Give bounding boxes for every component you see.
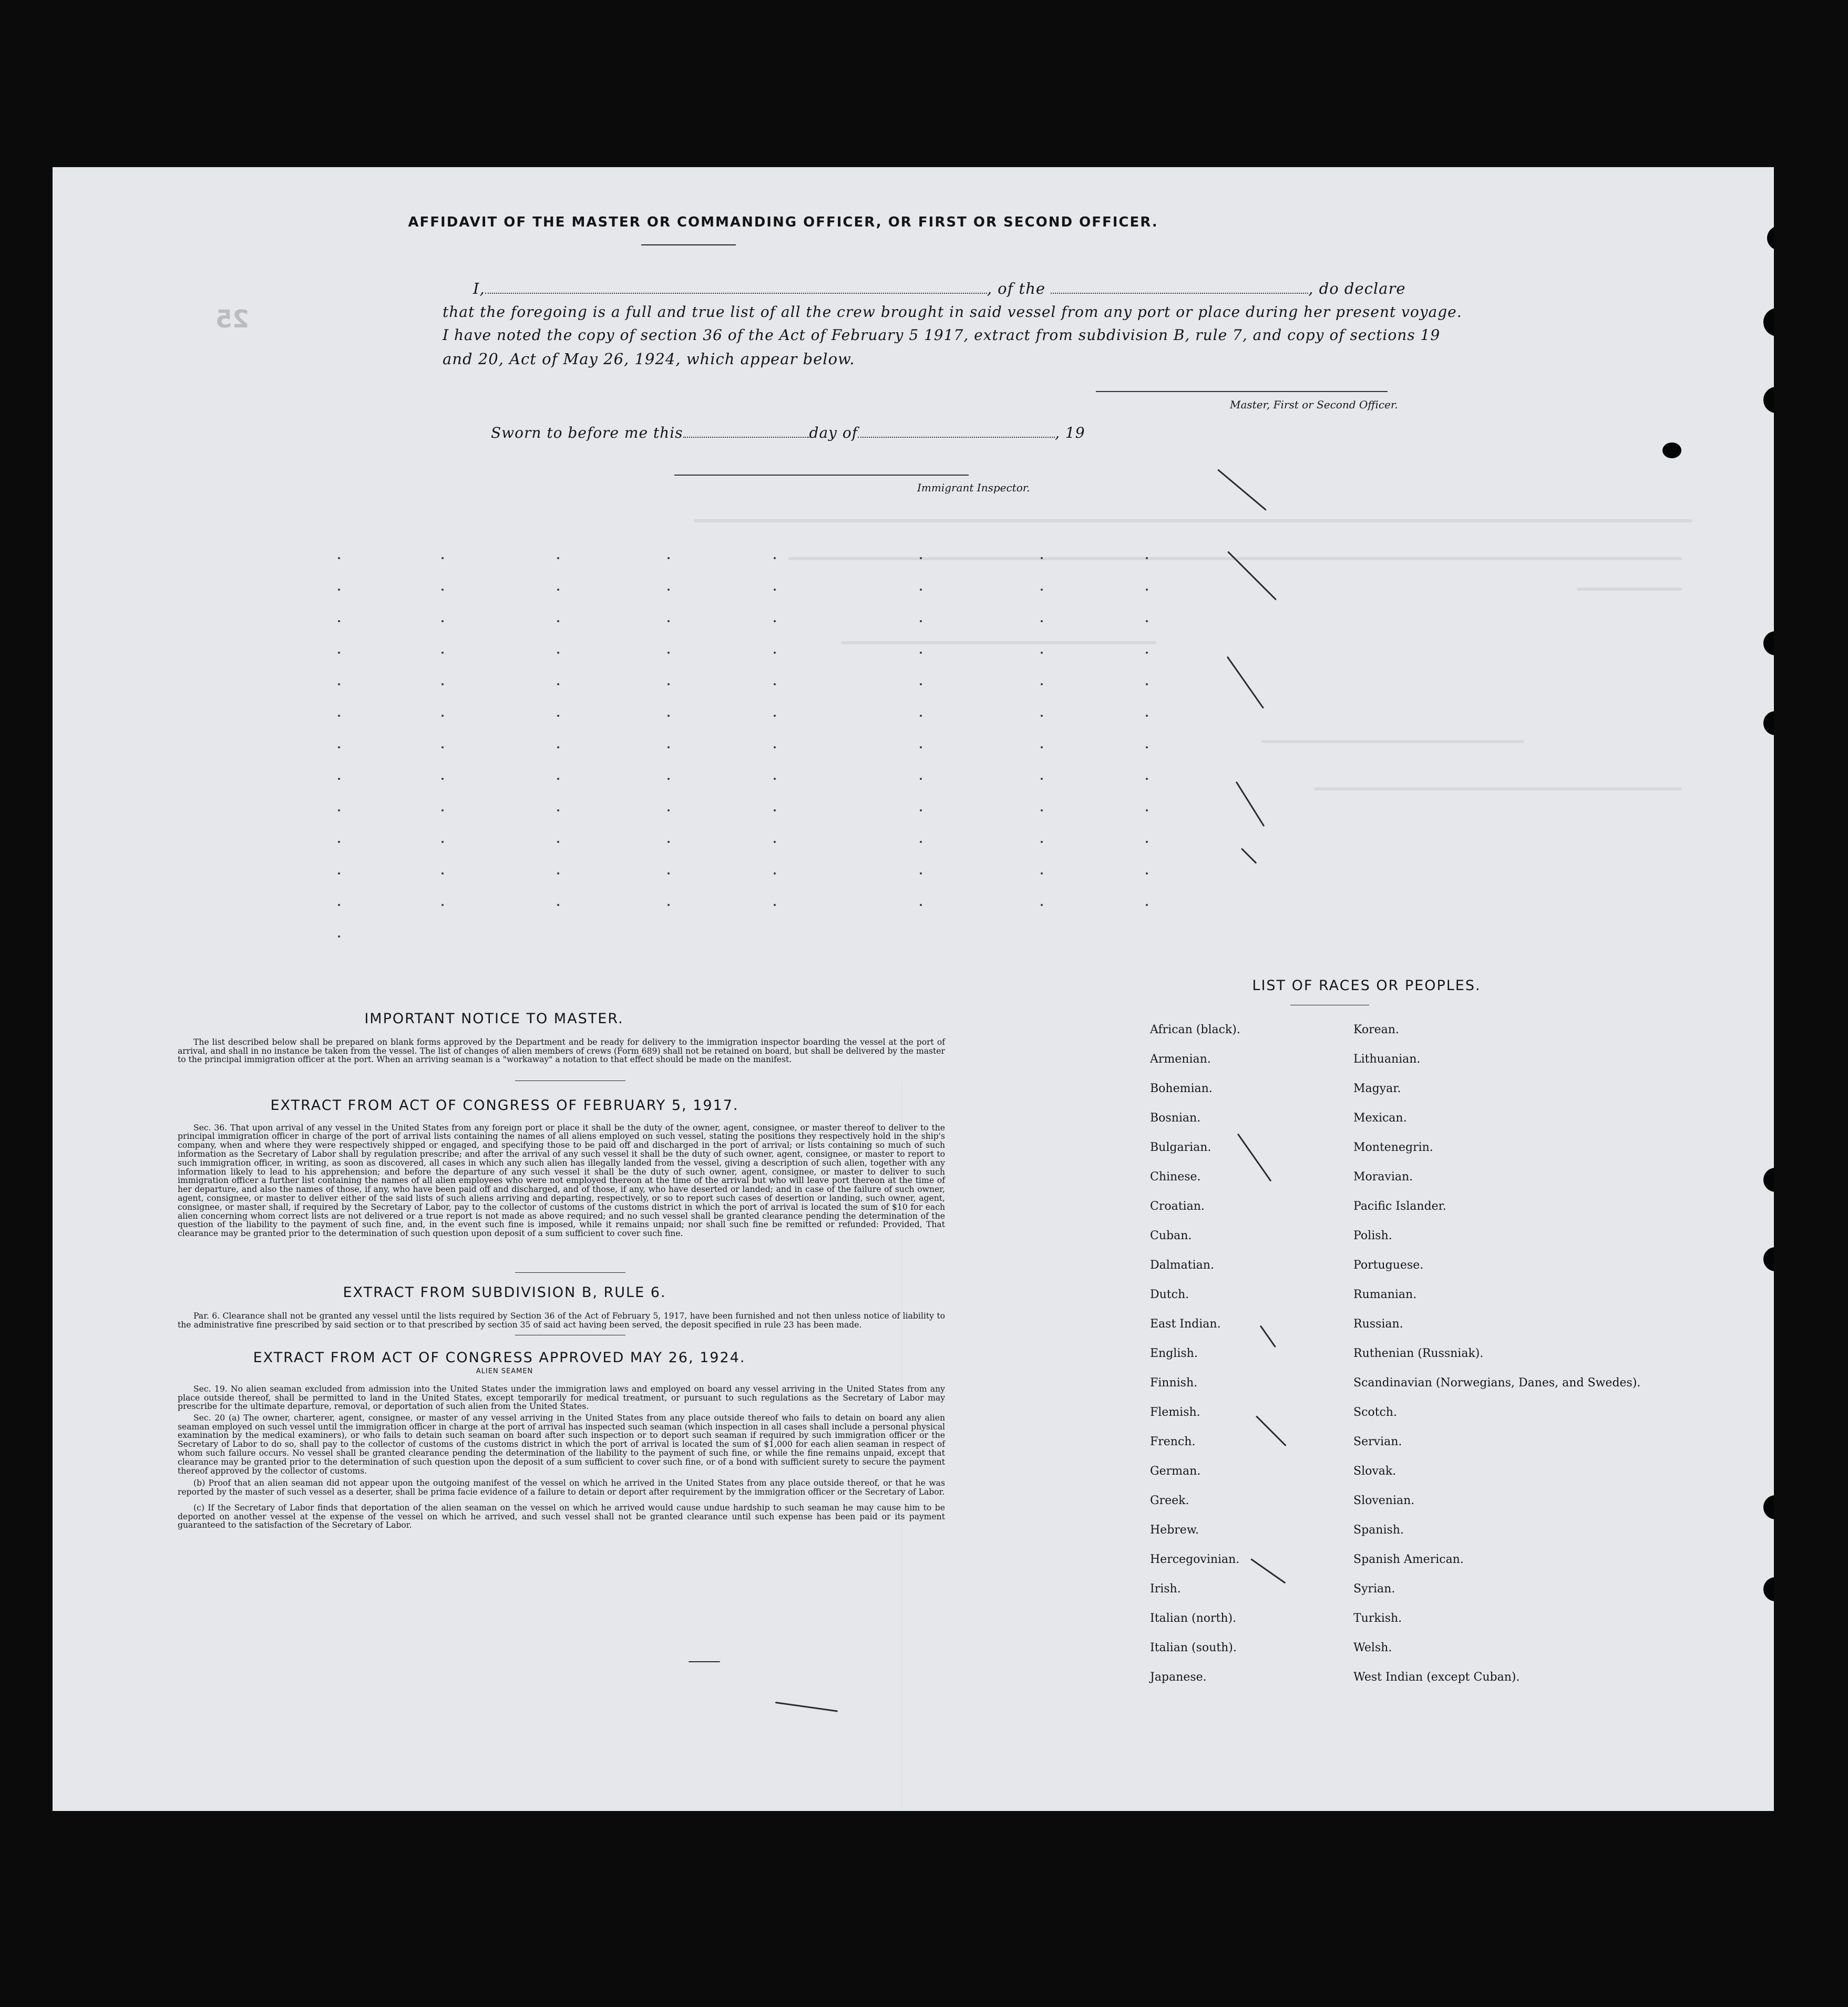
punch-hole xyxy=(1763,1495,1774,1519)
race-item: Polish. xyxy=(1353,1229,1392,1242)
guide-dot xyxy=(557,652,559,654)
guide-dot xyxy=(668,841,670,843)
bleed-through-row xyxy=(1577,588,1682,591)
guide-dot xyxy=(920,809,922,811)
guide-dot xyxy=(557,841,559,843)
guide-dot xyxy=(920,715,922,717)
race-item: Pacific Islander. xyxy=(1353,1200,1446,1213)
affidavit-line-4: and 20, Act of May 26, 1924, which appear below. xyxy=(443,350,855,368)
guide-dot xyxy=(1041,904,1043,906)
guide-dot xyxy=(557,746,559,748)
guide-dot xyxy=(1146,683,1148,685)
race-item: Greek. xyxy=(1150,1494,1189,1507)
affidavit-line-1 xyxy=(473,280,1456,297)
race-item: Montenegrin. xyxy=(1353,1141,1433,1154)
guide-dot xyxy=(774,746,776,748)
year-prefix: , 19 xyxy=(1055,424,1085,441)
race-item: English. xyxy=(1150,1347,1198,1360)
guide-dot xyxy=(920,589,922,591)
guide-dot xyxy=(1041,683,1043,685)
day-of-text: day of xyxy=(809,424,858,441)
guide-dot xyxy=(338,872,340,874)
race-item: Spanish. xyxy=(1353,1524,1404,1537)
guide-dot xyxy=(774,809,776,811)
guide-dot xyxy=(557,778,559,780)
guide-dot xyxy=(668,809,670,811)
punch-hole xyxy=(1763,308,1774,336)
pen-mark xyxy=(1260,1325,1276,1348)
guide-dot xyxy=(1146,746,1148,748)
title-rule xyxy=(641,244,736,245)
race-item: French. xyxy=(1150,1435,1196,1448)
race-item: Italian (north). xyxy=(1150,1612,1237,1625)
guide-dot xyxy=(442,620,444,622)
pen-mark xyxy=(1241,848,1257,863)
punch-hole xyxy=(1763,1247,1774,1271)
guide-dot xyxy=(920,620,922,622)
guide-dot xyxy=(774,872,776,874)
guide-dot xyxy=(338,778,340,780)
race-item: Mexican. xyxy=(1353,1111,1407,1125)
race-item: Armenian. xyxy=(1150,1053,1211,1066)
pen-mark xyxy=(1250,1558,1286,1583)
guide-dot xyxy=(1041,778,1043,780)
pen-mark xyxy=(689,1661,720,1662)
guide-dot xyxy=(920,683,922,685)
pen-mark xyxy=(775,1702,838,1712)
guide-dot xyxy=(338,841,340,843)
guide-dot xyxy=(338,904,340,906)
guide-dot xyxy=(442,778,444,780)
guide-dot xyxy=(1041,620,1043,622)
race-item: Lithuanian. xyxy=(1353,1053,1421,1066)
guide-dot xyxy=(920,557,922,559)
race-item: Chinese. xyxy=(1150,1170,1201,1183)
race-item: Moravian. xyxy=(1353,1170,1413,1183)
guide-dot xyxy=(1041,841,1043,843)
guide-dot xyxy=(1146,904,1148,906)
race-item: Slovenian. xyxy=(1353,1494,1415,1507)
inspector-signature-line xyxy=(674,475,969,476)
guide-dot xyxy=(1041,715,1043,717)
guide-dot xyxy=(338,620,340,622)
races-title: LIST OF RACES OR PEOPLES. xyxy=(1252,977,1481,994)
guide-dot xyxy=(442,841,444,843)
punch-hole xyxy=(1763,387,1774,413)
guide-dot xyxy=(668,904,670,906)
guide-dot xyxy=(1146,872,1148,874)
guide-dot xyxy=(1146,841,1148,843)
guide-dot xyxy=(442,652,444,654)
guide-dot xyxy=(774,620,776,622)
race-item: West Indian (except Cuban). xyxy=(1353,1671,1520,1684)
guide-dot xyxy=(557,715,559,717)
guide-dot xyxy=(442,715,444,717)
guide-dot xyxy=(774,683,776,685)
guide-dot xyxy=(338,683,340,685)
guide-dot xyxy=(668,746,670,748)
alien-seamen-heading: ALIEN SEAMEN xyxy=(476,1367,533,1375)
race-item: Japanese. xyxy=(1150,1671,1207,1684)
race-item: Servian. xyxy=(1353,1435,1402,1448)
subdivision-title: EXTRACT FROM SUBDIVISION B, RULE 6. xyxy=(343,1284,666,1301)
extract-1917-body: Sec. 36. That upon arrival of any vessel in the United States from any foreign port or place it shall be the duty of the owner, agent, consignee, or master thereof to deliver to the principal immigration officer in charge of the port of arrival lists containing the names of all aliens employed on such vessel, stating the positions they respectively hold in the ship's company, when and where they were respectively shipped or engaged, and specifying those to be paid off and discharged in the port of arrival; or lists containing so much of such information as the Secretary of Labor shall by regulation prescribe; and after the arrival of any such vessel it shall be the duty of such owner, agent, consignee, or master to report to such immigration officer, in writing, as soon as discovered, all cases in which any such alien has illegally landed from the vessel, giving a description of such alien, together with any information likely to lead to his apprehension; and before the departure of any such vessel it shall be the duty of such owner, agent, consignee, or master to deliver to such immigration officer a further list containing the names of all alien employees who were not employed thereon at the time of the arrival but who will leave port thereon at the time of her departure, and also the names of those, if any, who have been paid off and discharged, and of those, if any, who have deserted or landed; and in case of the failure of such owner, agent, consignee, or master to deliver either of the said lists of such aliens arriving and departing, respectively, or so to report such cases of desertion or landing, such owner, agent, consignee, or master shall, if required by the Secretary of Labor, pay to the collector of customs of the customs district in which the port of arrival is located the sum of $10 for each alien concerning whom correct lists are not delivered or a true report is not made as above required; and no such vessel shall be granted clearance pending the determination of the question of the liability to the payment of such fine, and, in the event such fine is imposed, while it remains unpaid; nor shall such fine be remitted or refunded: Provided, That clearance may be granted prior to the determination of such question upon deposit of a sum sufficient to cover such fine. xyxy=(178,1123,945,1239)
guide-dot xyxy=(920,904,922,906)
punch-hole xyxy=(1763,1168,1774,1192)
guide-dot xyxy=(1041,746,1043,748)
race-item: Scotch. xyxy=(1353,1406,1397,1419)
declarant-prefix: I, xyxy=(473,280,485,297)
guide-dot xyxy=(1041,652,1043,654)
bleed-through-row xyxy=(1261,740,1524,743)
race-item: African (black). xyxy=(1150,1023,1240,1036)
guide-dot xyxy=(1041,589,1043,591)
guide-dot xyxy=(920,746,922,748)
race-item: Cuban. xyxy=(1150,1229,1192,1242)
guide-dot xyxy=(557,809,559,811)
guide-dot xyxy=(668,683,670,685)
race-item: German. xyxy=(1150,1465,1201,1478)
guide-dot xyxy=(442,809,444,811)
guide-dot xyxy=(557,904,559,906)
race-item: Rumanian. xyxy=(1353,1288,1417,1301)
punch-hole xyxy=(1767,226,1774,250)
race-item: Slovak. xyxy=(1353,1465,1397,1478)
guide-dot xyxy=(557,872,559,874)
guide-dot xyxy=(920,841,922,843)
notice-title: IMPORTANT NOTICE TO MASTER. xyxy=(364,1011,624,1027)
guide-dot xyxy=(668,557,670,559)
sworn-month-blank xyxy=(858,435,1055,438)
guide-dot xyxy=(338,589,340,591)
section-20c-body: (c) If the Secretary of Labor finds that deportation of the alien seaman on the vessel on which he arrived would cause undue hardship to such seaman he may cause him to be deported on another vessel at the expense of the vessel on which he arrived, and such vessel shall not be granted clearance until such expense has been paid or its payment guaranteed to the satisfaction of the Secretary of Labor. xyxy=(178,1502,945,1530)
race-item: Italian (south). xyxy=(1150,1641,1237,1654)
race-item: Magyar. xyxy=(1353,1082,1401,1095)
guide-dot xyxy=(668,589,670,591)
master-signature-line xyxy=(1096,391,1388,392)
vessel-name-blank xyxy=(1051,291,1308,294)
guide-dot xyxy=(1146,620,1148,622)
race-item: Bulgarian. xyxy=(1150,1141,1212,1154)
race-item: Turkish. xyxy=(1353,1612,1402,1625)
races-list-left xyxy=(1150,1024,1240,1701)
race-item: Russian. xyxy=(1353,1318,1403,1331)
guide-dot xyxy=(338,746,340,748)
of-the-text: , of the xyxy=(987,280,1046,297)
punch-hole xyxy=(1763,631,1774,655)
guide-dot xyxy=(1041,809,1043,811)
guide-dot xyxy=(1041,557,1043,559)
guide-dot xyxy=(338,809,340,811)
guide-dot xyxy=(774,557,776,559)
race-item: East Indian. xyxy=(1150,1318,1221,1331)
notice-body: The list described below shall be prepared on blank forms approved by the Department and be ready for delivery to the immigration inspector boarding the vessel at the port of arrival, and shall in no instance be taken from the vessel. The list of changes of alien members of crews (Form 689) shall not be retained on board, but shall be delivered by the master to the principal immigration officer at the port. When an arriving seaman is a "workaway" a notation to that effect should be made on the manifest. xyxy=(178,1037,945,1065)
affidavit-line-3: I have noted the copy of section 36 of the Act of February 5 1917, extract from subdivision B, rule 7, and copy of sections 19 xyxy=(443,326,1441,344)
races-list-right xyxy=(1353,1024,1640,1701)
section-divider xyxy=(515,1272,625,1273)
section-19-body: Sec. 19. No alien seaman excluded from admission into the United States under the immigration laws and employed on board any vessel arriving in the United States from any place outside thereof, shall be permitted to land in the United States, except temporarily for medical treatment, or pursuant to such regulations as the Secretary of Labor may prescribe for the ultimate departure, removal, or deportation of such alien from the United States. xyxy=(178,1384,945,1412)
guide-dot xyxy=(1041,872,1043,874)
extract-1917-title: EXTRACT FROM ACT OF CONGRESS OF FEBRUARY 5, 1917. xyxy=(270,1097,739,1114)
guide-dot xyxy=(557,683,559,685)
guide-dot xyxy=(920,652,922,654)
punch-hole xyxy=(1763,1577,1774,1601)
race-item: Korean. xyxy=(1353,1023,1399,1036)
pen-mark xyxy=(1256,1415,1287,1446)
race-item: Syrian. xyxy=(1353,1582,1395,1596)
guide-dot xyxy=(442,746,444,748)
guide-dot xyxy=(774,841,776,843)
guide-dot xyxy=(668,778,670,780)
guide-dot xyxy=(668,652,670,654)
guide-dot xyxy=(338,935,340,938)
race-item: Hercegovinian. xyxy=(1150,1553,1240,1566)
guide-dot xyxy=(1146,557,1148,559)
race-item: Scandinavian (Norwegians, Danes, and Swedes). xyxy=(1353,1376,1641,1390)
affidavit-title: AFFIDAVIT OF THE MASTER OR COMMANDING OFFICER, OR FIRST OR SECOND OFFICER. xyxy=(408,214,1158,230)
section-20b-body: (b) Proof that an alien seaman did not appear upon the outgoing manifest of the vessel on which he arrived in the United States from any place outside thereof, or that he was reported by the master of such vessel as a deserter, shall be prima facie evidence of a failure to detain or deport after requirement by the immigration officer or the Secretary of Labor. xyxy=(178,1478,945,1497)
inspector-signature-caption: Immigrant Inspector. xyxy=(917,481,1030,494)
bleed-through-number: 25 xyxy=(215,305,250,333)
guide-dot xyxy=(1146,778,1148,780)
sworn-line xyxy=(491,424,1085,441)
subdivision-body: Par. 6. Clearance shall not be granted any vessel until the lists required by Section 36 of the Act of February 5, 1917, have been furnished and not then unless notice of liability to the administrative fine prescribed by said section or to that prescribed by section 35 of said act having been served, the deposit specified in rule 23 has been made. xyxy=(178,1311,945,1330)
guide-dot xyxy=(774,778,776,780)
pen-mark xyxy=(1236,781,1265,827)
race-item: Dutch. xyxy=(1150,1288,1189,1301)
race-item: Welsh. xyxy=(1353,1641,1392,1654)
declare-text: , do declare xyxy=(1308,280,1406,297)
section-20a-body: Sec. 20 (a) The owner, charterer, agent, consignee, or master of any vessel arriving in the United States from any place outside thereof who fails to detain on board any alien seaman employed on such vessel until the immigration officer in charge at the port of arrival has inspected such seaman (which inspection in all cases shall include a personal physical examination by the medical examiners), or who fails to detain such seaman on board after such inspection or to deport such seaman if required by such immigration officer or the Secretary of Labor to do so, shall pay to the collector of customs of the customs district in which the port of arrival is located the sum of $1,000 for each alien seaman in respect of whom such failure occurs. No vessel shall be granted clearance pending the determination of the liability to the payment of such fine, or while the fine remains unpaid, except that clearance may be granted prior to the determination of such question upon the deposit of a sum sufficient to cover such fine, or of a bond with sufficient surety to secure the payment thereof approved by the collector of customs. xyxy=(178,1413,945,1476)
sworn-day-blank xyxy=(683,435,809,438)
guide-dot xyxy=(920,778,922,780)
race-item: Hebrew. xyxy=(1150,1524,1199,1537)
section-divider xyxy=(515,1080,625,1081)
punch-hole xyxy=(1763,711,1774,735)
race-item: Flemish. xyxy=(1150,1406,1200,1419)
pen-mark xyxy=(1227,656,1264,709)
bleed-through-row xyxy=(841,641,1156,644)
race-item: Spanish American. xyxy=(1353,1553,1464,1566)
declarant-name-blank xyxy=(485,291,987,294)
guide-dot xyxy=(774,652,776,654)
guide-dot xyxy=(442,557,444,559)
guide-dot xyxy=(920,872,922,874)
guide-dot xyxy=(442,683,444,685)
race-item: Dalmatian. xyxy=(1150,1259,1214,1272)
affidavit-line-2: that the foregoing is a full and true list of all the crew brought in said vessel from any port or place during her present voyage. xyxy=(443,303,1462,321)
guide-dot xyxy=(774,904,776,906)
bleed-through-row xyxy=(694,519,1692,522)
race-item: Portuguese. xyxy=(1353,1259,1424,1272)
race-item: Finnish. xyxy=(1150,1376,1198,1390)
guide-dot xyxy=(442,589,444,591)
document-page xyxy=(53,167,1774,1811)
guide-dot xyxy=(668,620,670,622)
sworn-prefix: Sworn to before me this xyxy=(491,424,683,441)
race-item: Croatian. xyxy=(1150,1200,1205,1213)
race-item: Irish. xyxy=(1150,1582,1181,1596)
pen-mark xyxy=(1217,469,1267,510)
race-item: Bosnian. xyxy=(1150,1111,1201,1125)
extract-1924-title: EXTRACT FROM ACT OF CONGRESS APPROVED MAY 26, 1924. xyxy=(253,1350,746,1366)
guide-dot xyxy=(338,652,340,654)
guide-dot xyxy=(557,589,559,591)
master-signature-caption: Master, First or Second Officer. xyxy=(1230,398,1398,411)
guide-dot xyxy=(442,904,444,906)
pen-mark xyxy=(1237,1134,1272,1182)
ink-blot xyxy=(1662,442,1681,458)
guide-dot xyxy=(1146,652,1148,654)
guide-dot xyxy=(774,589,776,591)
guide-dot xyxy=(338,557,340,559)
race-item: Ruthenian (Russniak). xyxy=(1353,1347,1484,1360)
guide-dot xyxy=(1146,809,1148,811)
guide-dot xyxy=(557,557,559,559)
guide-dot xyxy=(442,872,444,874)
guide-dot xyxy=(668,872,670,874)
guide-dot xyxy=(557,620,559,622)
guide-dot xyxy=(1146,589,1148,591)
guide-dot xyxy=(338,715,340,717)
guide-dot xyxy=(1146,715,1148,717)
race-item: Bohemian. xyxy=(1150,1082,1213,1095)
guide-dot xyxy=(668,715,670,717)
bleed-through-row xyxy=(1314,787,1682,790)
guide-dot xyxy=(774,715,776,717)
